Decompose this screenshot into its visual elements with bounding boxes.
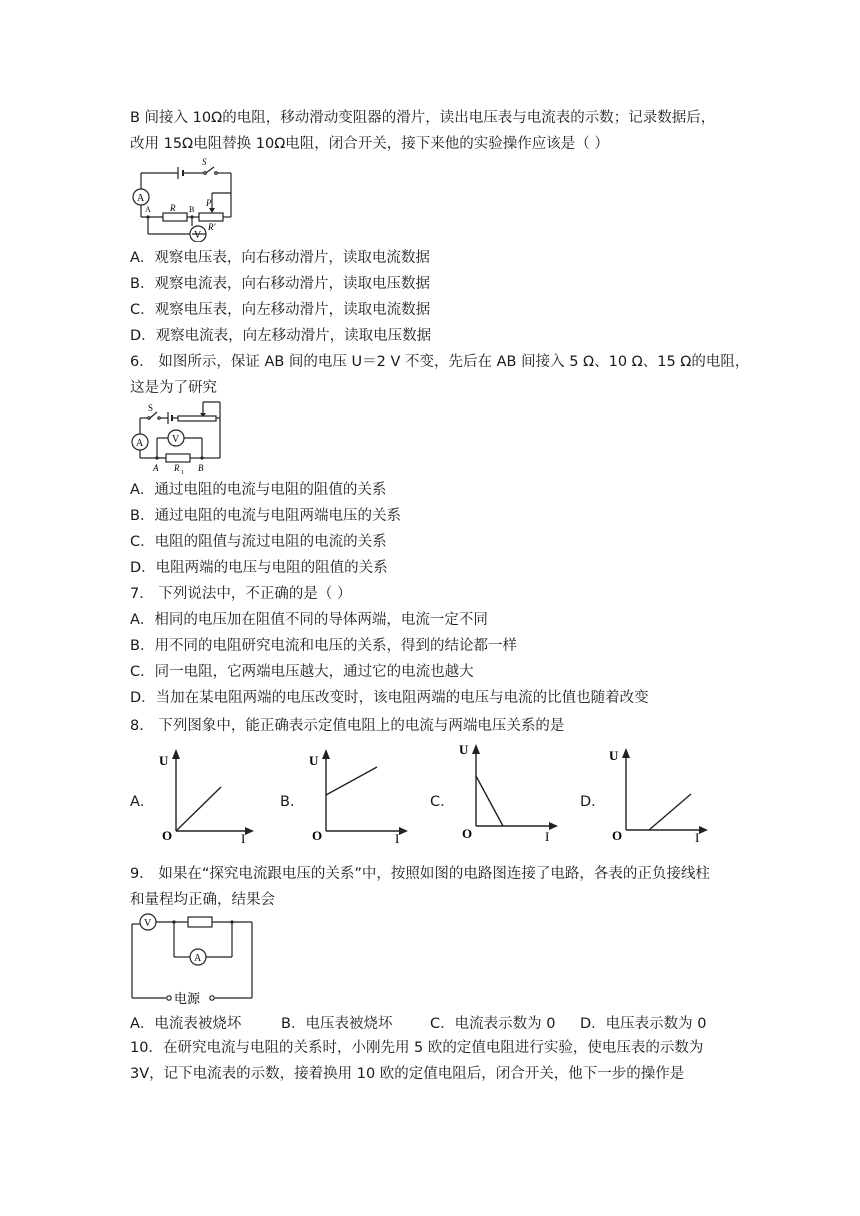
q8-graph-c-line <box>476 776 503 826</box>
q8-stem: 8． 下列图象中，能正确表示定值电阻上的电流与两端电压关系的是 <box>130 718 565 734</box>
q8-graph-c <box>455 740 559 842</box>
q5-rheostat-label: R' <box>208 222 216 232</box>
q9-option-c: C．电流表示数为 0 <box>430 1016 556 1032</box>
q8-graph-b-label: B． <box>280 794 305 810</box>
q5-stem-line2: 改用 15Ω电阻替换 10Ω电阻，闭合开关，接下来他的实验操作应该是（ ） <box>130 136 609 152</box>
q6-voltmeter-label: V <box>172 434 180 445</box>
q6-circuit-diagram <box>130 400 226 476</box>
q6-resistor-label: R <box>174 463 180 473</box>
q8-graph-a <box>155 745 255 843</box>
q8-graph-a-x-label: I <box>241 831 246 843</box>
q5-slider-label: P <box>206 198 212 208</box>
q5-resistor-label: R <box>170 203 176 213</box>
q5-point-a-label: A <box>145 205 151 214</box>
q8-graph-b-y-label: U <box>309 753 319 768</box>
q5-option-a: A．观察电压表，向右移动滑片，读取电流数据 <box>130 250 430 266</box>
q8-graph-d-y-label: U <box>609 748 619 763</box>
q6-ammeter-label: A <box>136 438 144 449</box>
q6-option-c: C．电阻的阻值与流过电阻的电流的关系 <box>130 534 387 550</box>
q8-graph-c-x-label: I <box>545 829 550 842</box>
q8-graph-d-line <box>649 794 691 830</box>
q6-option-d: D．电阻两端的电压与电阻的阻值的关系 <box>130 560 388 576</box>
q8-graph-b-origin-label: O <box>312 828 323 843</box>
q7-option-a: A．相同的电压加在阻值不同的导体两端，电流一定不同 <box>130 612 488 628</box>
q6-option-b: B．通过电阻的电流与电阻两端电压的关系 <box>130 508 401 524</box>
q6-point-a-label: A <box>153 463 159 473</box>
q9-voltmeter-label: V <box>144 918 152 929</box>
q9-ammeter-label: A <box>194 953 202 964</box>
q5-stem-line1: B 间接入 10Ω的电阻，移动滑动变阻器的滑片，读出电压表与电流表的示数；记录数据后， <box>130 110 716 126</box>
q9-circuit-diagram <box>130 910 256 1008</box>
q8-graph-d <box>605 744 709 842</box>
q5-switch-label: S <box>202 158 207 167</box>
q9-stem-line2: 和量程均正确，结果会 <box>130 892 275 908</box>
q5-circuit-diagram <box>130 158 240 242</box>
q8-graph-a-y-label: U <box>159 753 169 768</box>
q6-option-a: A．通过电阻的电流与电阻的阻值的关系 <box>130 482 387 498</box>
q8-graph-d-x-label: I <box>695 830 700 842</box>
q6-stem-line2: 这是为了研究 <box>130 380 217 396</box>
q8-graph-c-y-label: U <box>459 742 469 757</box>
q8-graph-b-line <box>326 767 377 795</box>
q7-stem: 7． 下列说法中，不正确的是（ ） <box>130 586 352 602</box>
q10-stem-line1: 10．在研究电流与电阻的关系时，小刚先用 5 欧的定值电阻进行实验，使电压表的示数为 <box>130 1040 704 1056</box>
q8-graph-c-label: C． <box>430 794 455 810</box>
q8-graph-b-x-label: I <box>395 831 400 843</box>
q9-source-label: 电源 <box>174 991 201 1006</box>
q5-option-b: B．观察电流表，向右移动滑片，读取电压数据 <box>130 276 430 292</box>
q5-ammeter-label: A <box>137 193 145 204</box>
q5-option-c: C．观察电压表，向左移动滑片，读取电流数据 <box>130 302 431 318</box>
q10-stem-line2: 3V，记下电流表的示数，接着换用 10 欧的定值电阻后，闭合开关，他下一步的操作是 <box>130 1066 685 1082</box>
q9-option-d: D．电压表示数为 0 <box>580 1016 707 1032</box>
q8-graph-b <box>305 745 409 843</box>
q7-option-c: C．同一电阻，它两端电压越大，通过它的电流也越大 <box>130 664 474 680</box>
q8-graph-c-origin-label: O <box>462 826 473 841</box>
q8-graph-a-label: A． <box>130 794 155 810</box>
q5-point-b-label: B <box>189 205 195 214</box>
q5-option-d: D．观察电流表，向左移动滑片，读取电压数据 <box>130 328 432 344</box>
q8-graph-d-label: D． <box>580 794 606 810</box>
q5-voltmeter-label: V <box>194 230 202 241</box>
q9-stem-line1: 9． 如果在“探究电流跟电压的关系”中，按照如图的电路图连接了电路，各表的正负接线柱 <box>130 866 710 882</box>
q8-graph-d-origin-label: O <box>612 828 623 842</box>
q6-switch-label: S <box>148 403 154 413</box>
q8-graph-a-origin-label: O <box>162 828 173 843</box>
q6-resistor-subscript: 1 <box>181 470 184 476</box>
q9-option-a: A．电流表被烧坏 <box>130 1016 242 1032</box>
q6-stem-line1: 6． 如图所示，保证 AB 间的电压 U＝2 V 不变，先后在 AB 间接入 5 Ω、10 Ω、15 Ω的电阻， <box>130 354 750 370</box>
q7-option-d: D．当加在某电阻两端的电压改变时，该电阻两端的电压与电流的比值也随着改变 <box>130 690 649 706</box>
q9-option-b: B．电压表被烧坏 <box>281 1016 393 1032</box>
q6-point-b-label: B <box>198 463 204 473</box>
q8-graph-a-line <box>176 787 221 831</box>
q7-option-b: B．用不同的电阻研究电流和电压的关系，得到的结论都一样 <box>130 638 517 654</box>
